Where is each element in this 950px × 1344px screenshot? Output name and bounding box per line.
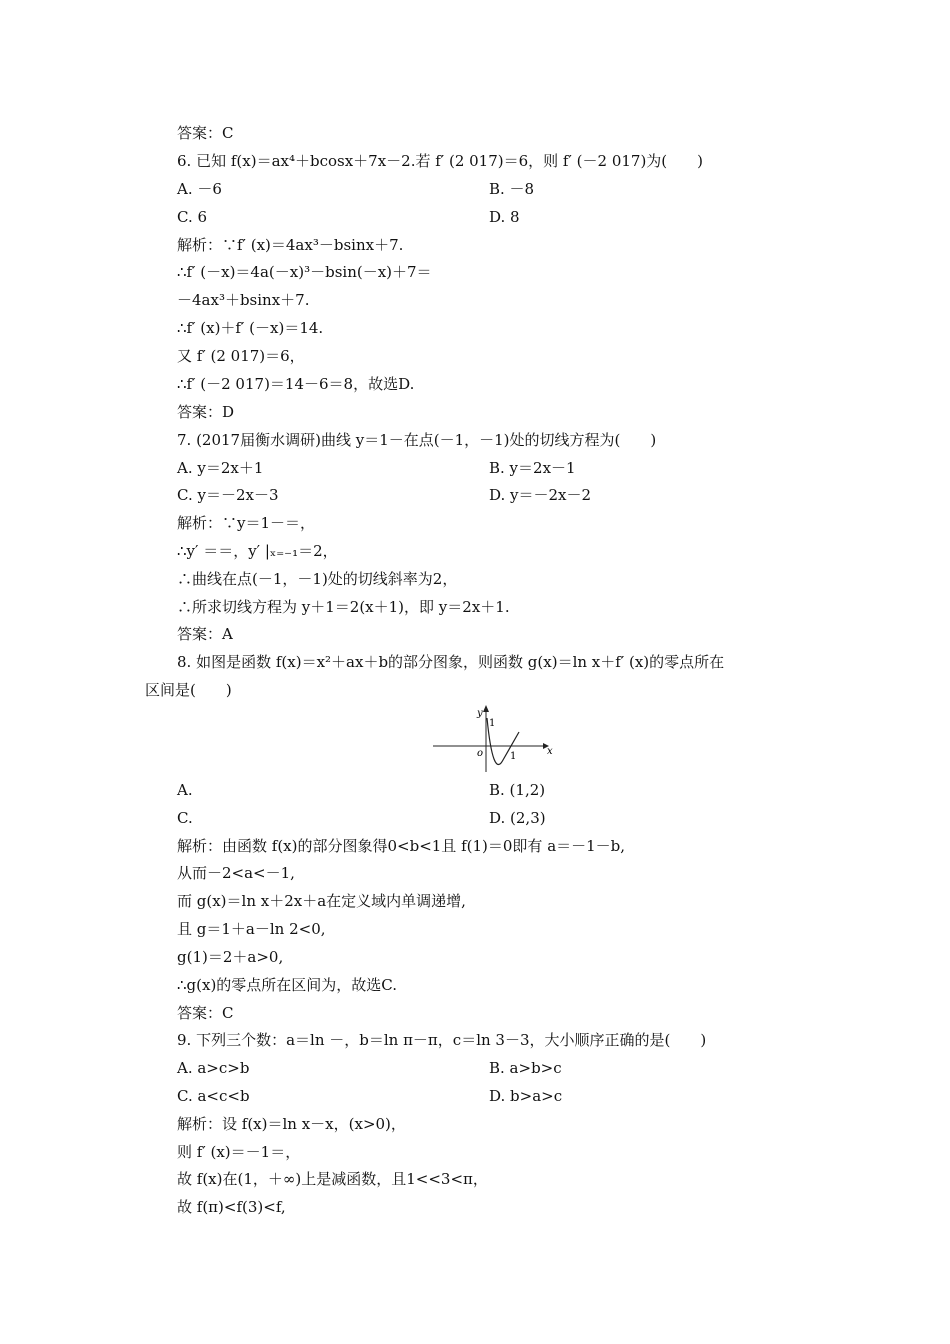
y-axis-label: y [477, 708, 483, 719]
q8-solution-line-4: 且 g＝1＋a－ln 2<0, [177, 920, 326, 938]
question-9-stem: 9. 下列三个数：a＝ln －，b＝ln π－π，c＝ln 3－3，大小顺序正确的是( ) [177, 1031, 707, 1049]
q8-solution-line-5: g(1)＝2＋a>0, [177, 948, 284, 966]
q9-option-b: B. a>b>c [489, 1059, 562, 1077]
y-axis-arrow [483, 705, 489, 712]
q7-solution-line-3: ∴曲线在点(－1，－1)处的切线斜率为2， [177, 570, 458, 588]
q7-solution-line-4: ∴所求切线方程为 y＋1＝2(x＋1)，即 y＝2x＋1. [177, 598, 510, 616]
q6-option-d: D. 8 [489, 208, 520, 226]
q6-solution-line-4: ∴f′ (x)＋f′ (－x)＝14. [177, 319, 324, 337]
q8-solution-line-6: ∴g(x)的零点所在区间为，故选C. [177, 976, 398, 994]
q9-option-d: D. b>a>c [489, 1087, 563, 1105]
x-axis-label: x [547, 746, 553, 757]
q7-solution-line-1: 解析：∵y＝1－＝， [177, 514, 316, 532]
answer-5: 答案：C [177, 124, 234, 142]
q6-option-b: B. －8 [489, 180, 535, 198]
answer-6: 答案：D [177, 403, 235, 421]
x-tick-label: 1 [510, 751, 517, 762]
q6-solution-line-1: 解析：∵f′ (x)＝4ax³－bsinx＋7. [177, 236, 404, 254]
q9-solution-line-3: 故 f(x)在(1，＋∞)上是减函数，且1<<3<π， [177, 1170, 488, 1188]
answer-8: 答案：C [177, 1004, 234, 1022]
q8-solution-line-1: 解析：由函数 f(x)的部分图象得0<b<1且 f(1)＝0即有 a＝－1－b, [177, 837, 626, 855]
q9-option-a: A. a>c>b [177, 1059, 250, 1077]
q8-option-a: A. [177, 781, 193, 799]
q7-option-b: B. y＝2x－1 [489, 459, 576, 477]
q6-solution-line-3: －4ax³＋bsinx＋7. [177, 291, 310, 309]
origin-label: o [477, 748, 484, 759]
q9-option-c: C. a<c<b [177, 1087, 250, 1105]
q6-option-c: C. 6 [177, 208, 208, 226]
q8-solution-line-2: 从而－2<a<－1, [177, 864, 295, 882]
answer-7: 答案：A [177, 625, 233, 643]
q7-solution-line-2: ∴y′ ＝＝，y′ |ₓ₌₋₁＝2， [177, 542, 338, 560]
q6-solution-line-2: ∴f′ (－x)＝4a(－x)³－bsin(－x)＋7＝ [177, 263, 432, 281]
question-7-stem: 7. (2017届衡水调研)曲线 y＝1－在点(－1，－1)处的切线方程为( ) [177, 431, 657, 449]
q7-option-a: A. y＝2x＋1 [177, 459, 264, 477]
q8-option-d: D. (2,3) [489, 809, 546, 827]
parabola-graph [433, 704, 553, 774]
q7-option-d: D. y＝－2x－2 [489, 486, 592, 504]
q9-solution-line-4: 故 f(π)<f(3)<f, [177, 1198, 286, 1216]
q9-solution-line-2: 则 f′ (x)＝－1＝， [177, 1143, 301, 1161]
q6-solution-line-5: 又 f′ (2 017)＝6， [177, 347, 305, 365]
q8-option-c: C. [177, 809, 193, 827]
q6-solution-line-6: ∴f′ (－2 017)＝14－6＝8，故选D. [177, 375, 415, 393]
question-8-stem: 8. 如图是函数 f(x)＝x²＋ax＋b的部分图象，则函数 g(x)＝ln x＋f′ (x)的零点所在 [177, 653, 725, 671]
question-6-stem: 6. 已知 f(x)＝ax⁴＋bcosx＋7x－2.若 f′ (2 017)＝6，则 f′ (－2 017)为( ) [177, 152, 704, 170]
q8-option-b: B. (1,2) [489, 781, 546, 799]
q6-option-a: A. －6 [177, 180, 222, 198]
q7-option-c: C. y＝－2x－3 [177, 486, 279, 504]
y-tick-label: 1 [489, 718, 496, 729]
q8-solution-line-3: 而 g(x)＝ln x＋2x＋a在定义域内单调递增, [177, 892, 466, 910]
question-8-stem-cont: 区间是( ) [145, 681, 232, 699]
q9-solution-line-1: 解析：设 f(x)＝ln x－x，(x>0)， [177, 1115, 406, 1133]
